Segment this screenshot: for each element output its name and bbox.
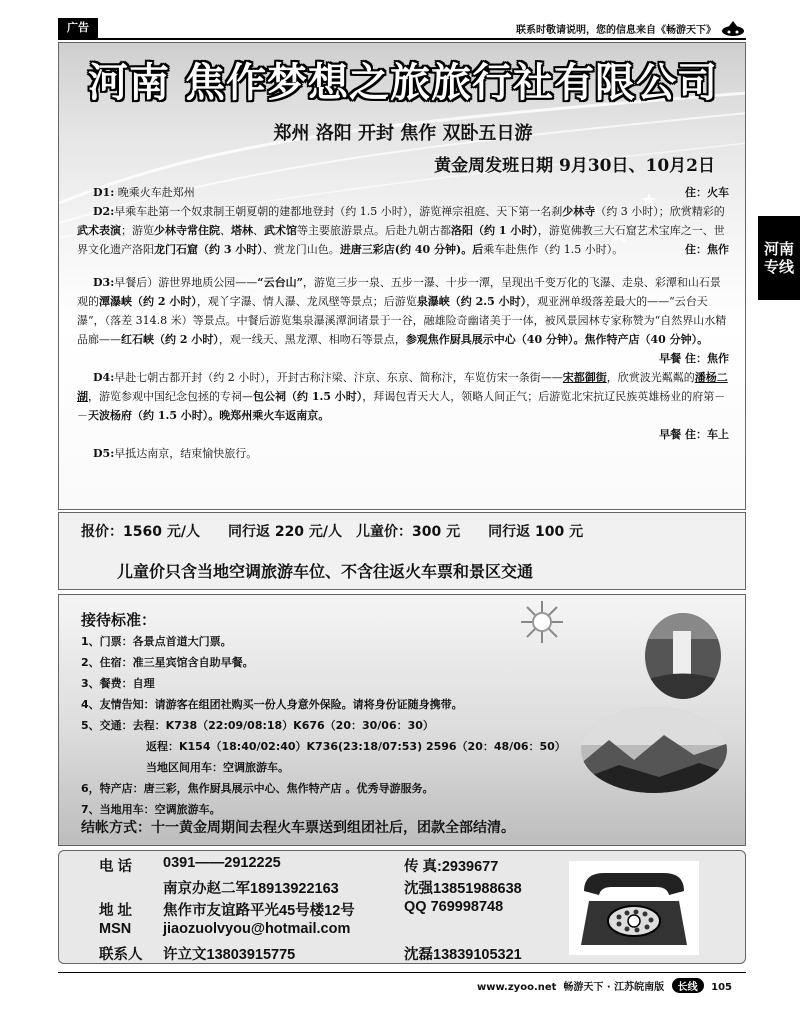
footer-section: 长线 bbox=[672, 978, 704, 993]
day-highlight: 武术馆 bbox=[264, 224, 297, 237]
day-label: D4: bbox=[93, 371, 115, 384]
day-text: 晚乘火车赴郑州 bbox=[117, 186, 195, 199]
waterfall-photo-icon bbox=[643, 611, 723, 701]
ad-tag: 广告 bbox=[58, 18, 98, 38]
day-highlight: 武术表演 bbox=[77, 224, 121, 237]
day-highlight: 泉瀑峡（约 2.5 小时） bbox=[416, 295, 527, 308]
day-text: 等主要旅游景点。后赴九朝古都 bbox=[297, 224, 451, 237]
day-highlight: 红石峡（约 2 小时） bbox=[121, 333, 219, 346]
day-stay: 住：焦作 bbox=[685, 243, 729, 256]
nanjing-office: 南京办赵二军18913922163 bbox=[163, 881, 339, 897]
day-text: 、 bbox=[253, 224, 264, 237]
day-text: ，游览三步一泉、五步一瀑、十步一潭，呈现出千变万化的飞瀑、走泉、彩潭和山石景观的 bbox=[77, 276, 721, 308]
day-highlight: 进唐三彩店(约 40 分钟)。后 bbox=[339, 243, 484, 256]
day-4 bbox=[77, 368, 729, 444]
day-highlight: 包公祠（约 1.5 小时） bbox=[253, 390, 363, 403]
day-text: （约 3 小时）；欣赏精彩的 bbox=[595, 205, 725, 218]
child-price-note: 儿童价只含当地空调旅游车位、不含往返火车票和景区交通 bbox=[117, 562, 534, 581]
day-text: ，欣赏波光粼粼的 bbox=[606, 371, 695, 384]
day-highlight: 宋都御街 bbox=[562, 371, 607, 384]
fax-number: 传 真:2939677 bbox=[404, 859, 499, 875]
address-label: 地 址 bbox=[99, 903, 133, 919]
day-5 bbox=[77, 444, 729, 463]
day-label: D5: bbox=[93, 447, 115, 460]
contact-person-label: 联系人 bbox=[99, 947, 143, 963]
tel-number: 0391——2912225 bbox=[163, 855, 281, 871]
spacer bbox=[77, 259, 729, 273]
departure-dates: 黄金周发班日期 9月30日、10月2日 bbox=[434, 156, 715, 176]
price-box bbox=[58, 512, 746, 590]
day-highlight: 潭瀑峡（约 2 小时） bbox=[99, 295, 197, 308]
reception-item: 4、友情告知：请游客在组团社购买一份人身意外保险。请将身份证随身携带。 bbox=[81, 698, 463, 711]
day-text: ，观亚洲单级落差最大的——“云台天瀑”，（落差 314.8 米）等景点。中餐后游览集泉瀑溪潭涧诸景于一谷，融雄险奇幽诸美于一体，被风景园林专家称赞为“自然界山水精品廊—— bbox=[77, 295, 727, 346]
address: 焦作市友谊路平光45号楼12号 bbox=[163, 903, 355, 919]
footer-site: www.zyoo.net bbox=[476, 982, 557, 993]
reception-item: 5、交通：去程：K738（22:09/08:18）K676（20：30/06：30） bbox=[81, 719, 434, 732]
reception-item: 1、门票：各景点首道大门票。 bbox=[81, 635, 232, 648]
settlement-note: 结帐方式：十一黄金周期间去程火车票送到组团社后，团款全部结清。 bbox=[81, 820, 515, 836]
reception-item: 2、住宿：准三星宾馆含自助早餐。 bbox=[81, 656, 254, 669]
day-text: 早乘车赴第一个奴隶制王朝夏朝的建都地登封（约 1.5 小时），游览禅宗祖庭、天下第一名刹 bbox=[114, 205, 563, 218]
day-text: ，观一线天、黑龙潭、相吻石等景点， bbox=[218, 333, 406, 346]
page-footer bbox=[58, 972, 746, 996]
top-bar bbox=[58, 18, 746, 40]
reception-item: 7、当地用车：空调旅游车。 bbox=[81, 803, 221, 816]
day-stay: 早餐 住：车上 bbox=[659, 428, 729, 441]
reception-item: 返程：K154（18:40/02:40）K736(23:18/07:53) 2596（20：48/06：50） bbox=[146, 740, 566, 753]
contact-person: 许立文13803915775 bbox=[163, 947, 296, 963]
day-3 bbox=[77, 273, 729, 368]
itinerary bbox=[77, 183, 729, 463]
price-line: 报价：1560 元/人 同行返 220 元/人 儿童价：300 元 同行返 100 元 bbox=[81, 524, 584, 540]
day-highlight: 天波杨府（约 1.5 小时）。晚郑州乘火车返南京。 bbox=[88, 409, 330, 422]
day-text: ，观丫字瀑、情人瀑、龙凤壁等景点；后游览 bbox=[196, 295, 417, 308]
day-text: ，游览参观中国纪念包拯的专祠— bbox=[88, 390, 253, 403]
day-highlight: 洛阳（约 1 小时） bbox=[451, 224, 538, 237]
mountain-photo-icon bbox=[579, 705, 729, 795]
day-label: D1: bbox=[93, 186, 115, 199]
tel-label: 电 话 bbox=[99, 859, 133, 875]
footer-text bbox=[477, 978, 732, 993]
day-text: 早餐后）游世界地质公园—— bbox=[114, 276, 258, 289]
reception-standards bbox=[58, 594, 746, 846]
side-tab-line2: 专线 bbox=[763, 258, 794, 276]
route-title: 郑州 洛阳 开封 焦作 双卧五日游 bbox=[273, 123, 533, 144]
main-ad-box bbox=[58, 42, 746, 510]
day-highlight: 潘杨二湖 bbox=[77, 371, 728, 403]
msn-label: MSN bbox=[99, 921, 132, 937]
day-highlight: “云台山” bbox=[257, 276, 303, 289]
day-text: 、 bbox=[220, 224, 231, 237]
contact-box bbox=[58, 850, 746, 964]
day-stay: 住：火车 bbox=[685, 186, 729, 199]
day-text: ，游览佛教三大石窟艺术宝库之一、世界文化遗产洛阳 bbox=[77, 224, 725, 256]
day-1 bbox=[77, 183, 729, 202]
day-label: D3: bbox=[93, 276, 115, 289]
reception-item: 6，特产店：唐三彩，焦作厨具展示中心、焦作特产店 。优秀导游服务。 bbox=[81, 782, 434, 795]
side-tab-henan bbox=[758, 216, 800, 300]
telephone-icon bbox=[569, 861, 699, 955]
day-highlight: 塔林 bbox=[231, 224, 253, 237]
day-highlight: 龙门石窟（约 3 小时） bbox=[154, 243, 263, 256]
qq-number: QQ 769998748 bbox=[404, 899, 504, 915]
day-text: 、赏龙门山色。 bbox=[262, 243, 340, 256]
footer-magazine: 畅游天下 · 江苏皖南版 bbox=[563, 982, 665, 993]
magazine-logo-icon bbox=[720, 18, 746, 38]
msn-address: jiaozuolvyou@hotmail.com bbox=[163, 921, 351, 937]
day-label: D2: bbox=[93, 205, 115, 218]
contact-shen-qiang: 沈强13851988638 bbox=[404, 881, 522, 897]
side-tab-line1: 河南 bbox=[763, 240, 794, 258]
day-highlight: 少林寺常住院 bbox=[154, 224, 220, 237]
header-note: 联系时敬请说明，您的信息来自《畅游天下》 bbox=[516, 25, 716, 36]
day-stay: 早餐 住：焦作 bbox=[659, 352, 729, 365]
day-text: 乘车赴焦作（约 1.5 小时）。 bbox=[483, 243, 624, 256]
reception-list bbox=[81, 631, 566, 820]
day-text: ；游览 bbox=[121, 224, 154, 237]
reception-title: 接待标准： bbox=[81, 611, 157, 629]
company-name: 河南 焦作梦想之旅旅行社有限公司 bbox=[88, 59, 718, 106]
reception-item: 当地区间用车：空调旅游车。 bbox=[146, 761, 289, 774]
day-text: 早抵达南京，结束愉快旅行。 bbox=[114, 447, 258, 460]
page-number: 105 bbox=[711, 982, 732, 993]
day-text: 早赴七朝古都开封（约 2 小时），开封古称汴梁、汴京、东京、简称汴，车览仿宋一条街—— bbox=[114, 371, 563, 384]
day-2 bbox=[77, 202, 729, 259]
contact-shen-lei: 沈磊13839105321 bbox=[404, 947, 522, 963]
day-highlight: 少林寺 bbox=[562, 205, 596, 218]
reception-item: 3、餐费：自理 bbox=[81, 677, 155, 690]
day-highlight: 参观焦作厨具展示中心（40 分钟）。焦作特产店（40 分钟）。 bbox=[405, 333, 709, 346]
day-text: ，拜谒包青天大人，领略人间正气；后游览北宋抗辽民族英雄杨业的府第－－ bbox=[77, 390, 726, 422]
